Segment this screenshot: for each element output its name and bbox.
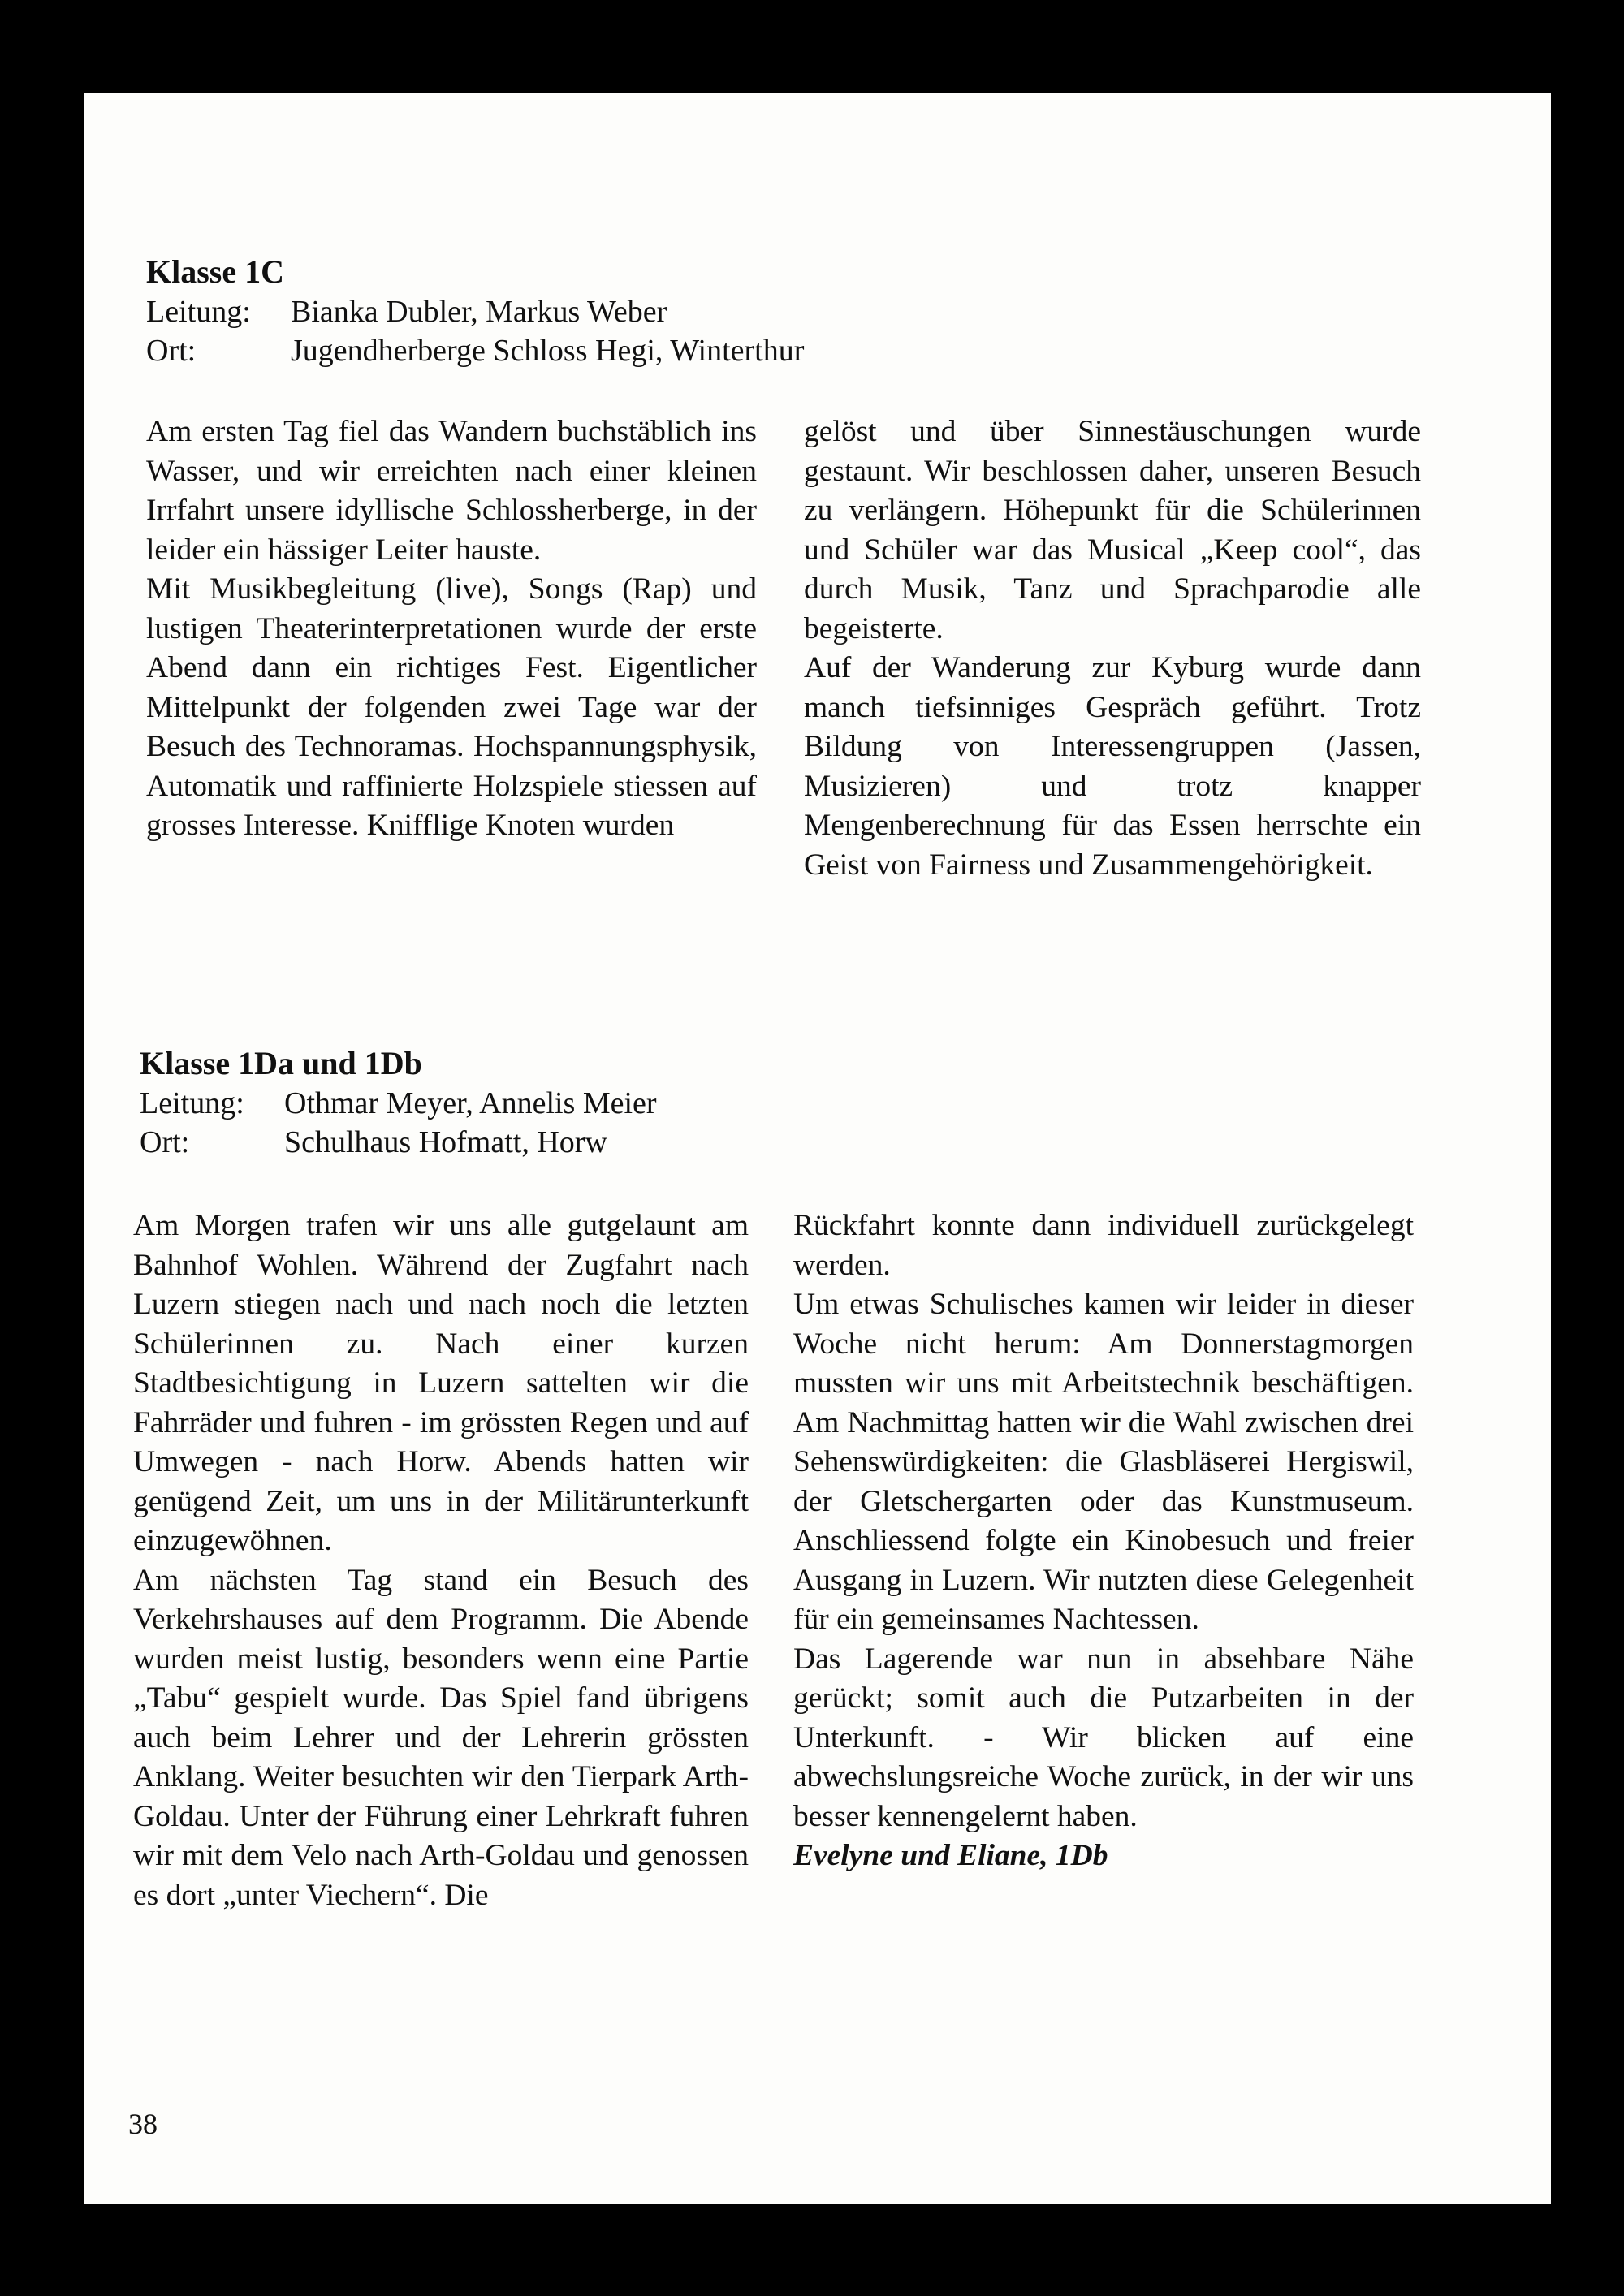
ort-value: Schulhaus Hofmatt, Horw xyxy=(284,1125,607,1159)
section2-column-left xyxy=(133,1206,749,1915)
ort-label: Ort: xyxy=(146,334,197,368)
leitung-label: Leitung: xyxy=(146,295,251,329)
leitung-row xyxy=(140,1084,1520,1123)
ort-label: Ort: xyxy=(140,1125,190,1159)
paragraph: Mit Musikbegleitung (live), Songs (Rap) und lustigen Theaterinterpretationen wurde der erste Abend dann ein richtiges Fest. Eigentlicher Mittelpunkt der folgenden zwei Tage war der Besuch des Technoramas. Hochspannungsphysik, Automatik und raffinierte Holzspiele stiessen auf grosses Interesse. Knifflige Knoten wurden xyxy=(146,572,757,842)
leitung-value: Bianka Dubler, Markus Weber xyxy=(291,295,667,329)
section-title: Klasse 1C xyxy=(146,253,284,290)
leitung-label: Leitung: xyxy=(140,1086,244,1120)
section2-column-right xyxy=(793,1206,1414,1876)
section-klasse-1da-1db xyxy=(140,1043,1520,1162)
ort-value: Jugendherberge Schloss Hegi, Winterthur xyxy=(291,334,805,368)
paragraph: Am ersten Tag fiel das Wandern buchstäblich ins Wasser, und wir erreichten nach einer kleinen Irrfahrt unsere idyllische Schlossherberge, in der leider ein hässiger Leiter hauste. xyxy=(146,415,757,567)
paragraph: gelöst und über Sinnestäuschungen wurde gestaunt. Wir beschlossen daher, unseren Besuch zu verlängern. Höhepunkt für die Schülerinnen und Schüler war das Musical „Keep cool“, das durch Musik, Tanz und Sprachparodie alle begeisterte. xyxy=(804,415,1421,645)
paragraph: Das Lagerende war nun in absehbare Nähe gerückt; somit auch die Putzarbeiten in der Unterkunft. - Wir blicken auf eine abwechslungsreiche Woche zurück, in der wir uns besser kennengelernt haben. xyxy=(793,1642,1414,1833)
paragraph: Am nächsten Tag stand ein Besuch des Verkehrshauses auf dem Programm. Die Abende wurden meist lustig, besonders wenn eine Partie „Tabu“ gespielt wurde. Das Spiel fand übrigens auch beim Lehrer und der Lehrerin grössten Anklang. Weiter besuchten wir den Tierpark Arth-Goldau. Unter der Führung einer Lehrkraft fuhren wir mit dem Velo nach Arth-Goldau und genossen es dort „unter Viechern“. Die xyxy=(133,1563,749,1912)
leitung-value: Othmar Meyer, Annelis Meier xyxy=(284,1086,657,1120)
paragraph: Auf der Wanderung zur Kyburg wurde dann manch tiefsinniges Gespräch geführt. Trotz Bildung von Interessengruppen (Jassen, Musizieren) und trotz knapper Mengenberechnung für das Essen herrschte ein Geist von Fairness und Zusammengehörigkeit. xyxy=(804,651,1421,882)
section1-column-left xyxy=(146,412,757,846)
paragraph: Am Morgen trafen wir uns alle gutgelaunt am Bahnhof Wohlen. Während der Zugfahrt nach Luzern stiegen nach und nach noch die letzten Schülerinnen zu. Nach einer kurzen Stadtbesichtigung in Luzern sattelten wir die Fahrräder und fuhren - im grössten Regen und auf Umwegen - nach Horw. Abends hatten wir genügend Zeit, um uns in der Militärunterkunft einzugewöhnen. xyxy=(133,1209,749,1557)
paragraph: Rückfahrt konnte dann individuell zurückgelegt werden. xyxy=(793,1209,1414,1282)
paragraph: Um etwas Schulisches kamen wir leider in dieser Woche nicht herum: Am Donnerstagmorgen mussten wir uns mit Arbeitstechnik beschäftigen. Am Nachmittag hatten wir die Wahl zwischen drei Sehenswürdigkeiten: die Glasbläserei Hergiswil, der Gletschergarten oder das Kunstmuseum. Anschliessend folgte ein Kinobesuch und freier Ausgang in Luzern. Wir nutzten diese Gelegenheit für ein gemeinsames Nachtessen. xyxy=(793,1288,1414,1636)
section-title: Klasse 1Da und 1Db xyxy=(140,1045,422,1081)
leitung-row xyxy=(146,292,1527,331)
section-klasse-1c xyxy=(146,252,1527,370)
ort-row xyxy=(140,1123,1520,1162)
ort-row xyxy=(146,331,1527,370)
section1-column-right xyxy=(804,412,1421,885)
signature: Evelyne und Eliane, 1Db xyxy=(793,1839,1108,1872)
document-page xyxy=(84,93,1551,2204)
page-number: 38 xyxy=(128,2108,158,2140)
